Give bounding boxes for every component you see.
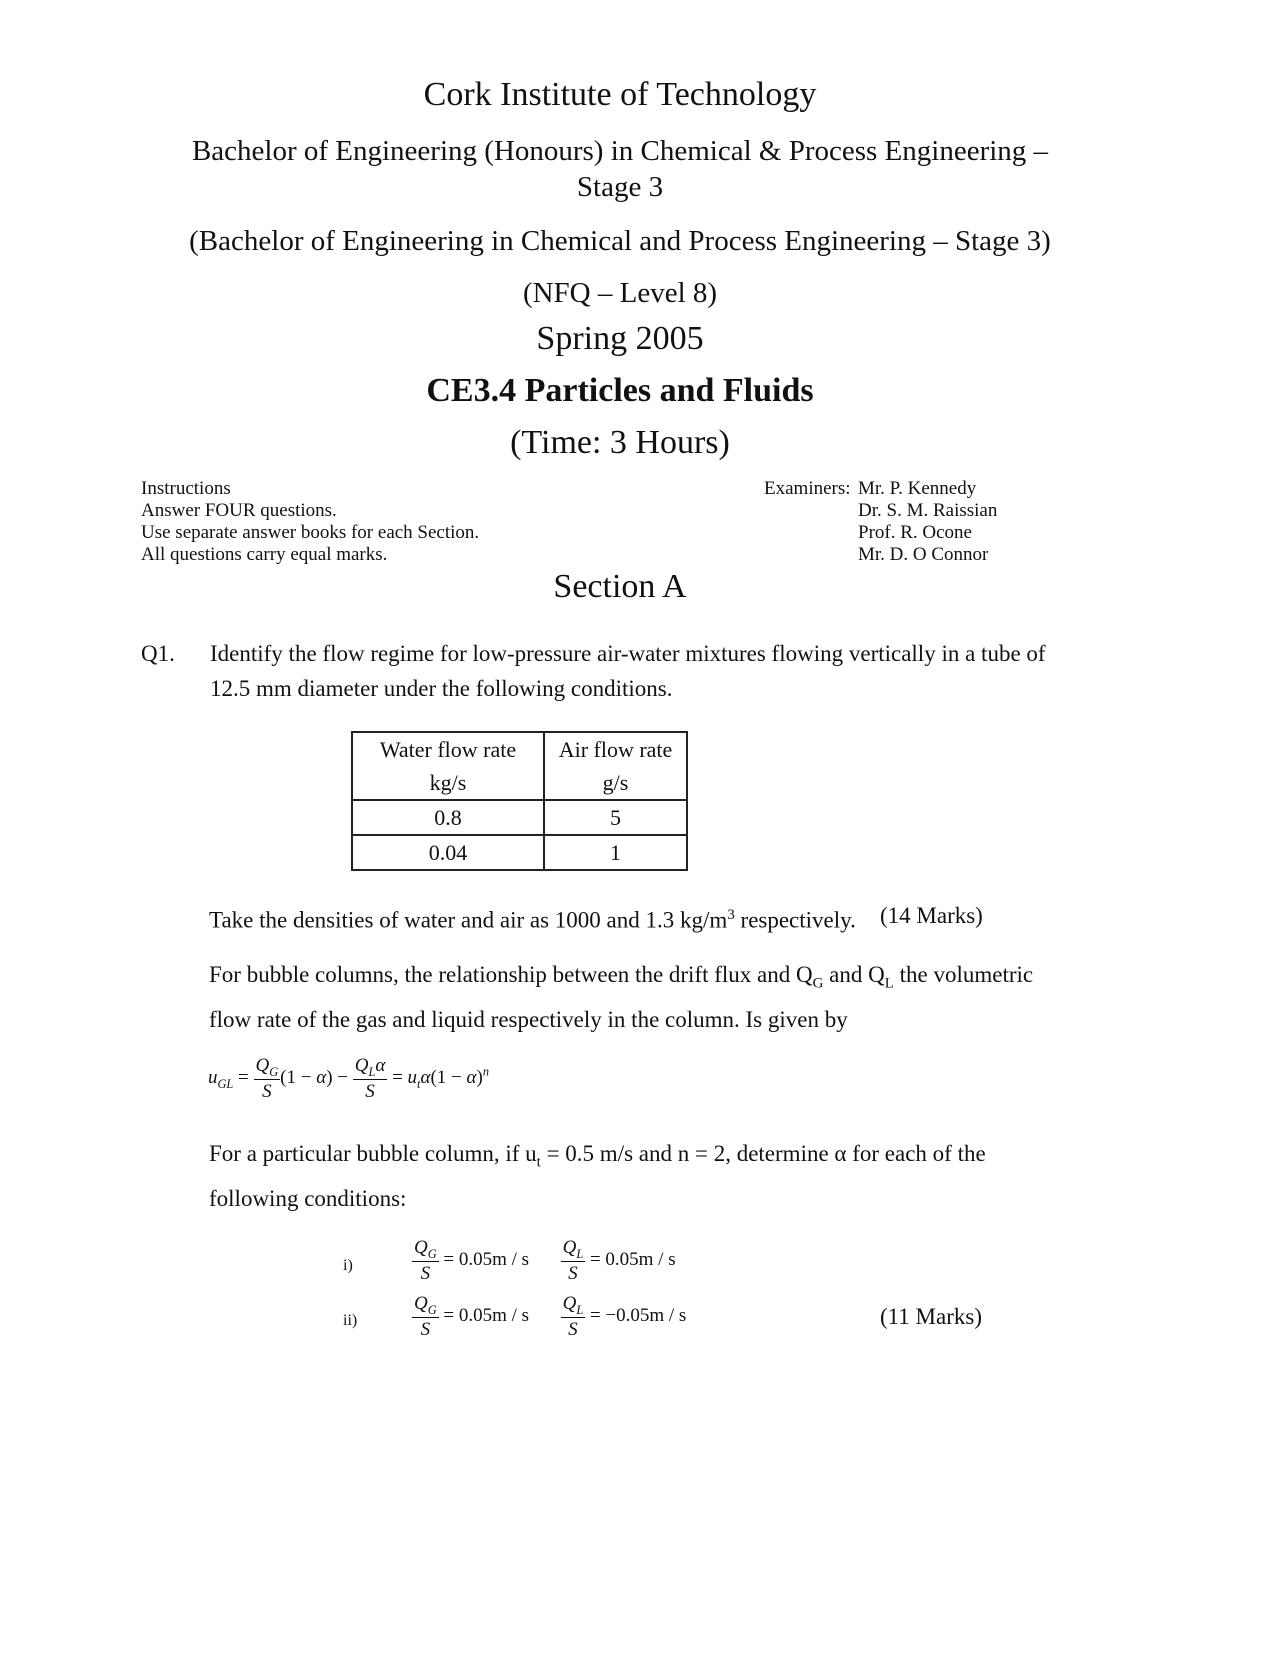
paragraph-line: flow rate of the gas and liquid respectively in the column. Is given by [209, 1006, 848, 1032]
condition-paragraph [209, 1136, 1089, 1216]
examiner-name: Prof. R. Ocone [858, 522, 972, 543]
paragraph-line: following conditions: [209, 1185, 407, 1211]
flow-rate-table [351, 731, 688, 871]
programme-line-2: Stage 3 [576, 171, 664, 203]
instruction-line: Use separate answer books for each Section. [141, 522, 480, 543]
section-heading: Section A [553, 568, 687, 605]
paragraph-line: For bubble columns, the relationship between the drift flux and $Q_G$ and $Q_L$ the volumetric [209, 962, 1034, 992]
table-cell: 5 [544, 800, 687, 835]
table-cell: 1 [544, 835, 687, 870]
question-intro-line: 12.5 mm diameter under the following conditions. [210, 676, 673, 701]
examiner-name: Dr. S. M. Raissian [858, 500, 998, 521]
programme-line-1: Bachelor of Engineering (Honours) in Chemical & Process Engineering – [191, 135, 1049, 167]
table-row [352, 800, 687, 835]
marks-part-a: (14 Marks) [880, 903, 983, 928]
examiners-label: Examiners: [764, 478, 851, 499]
densities-statement: Take the densities of water and air as 1000 and 1.3 $kg/m^3$ respectively. [209, 907, 856, 933]
paragraph-line: For a particular bubble column, if $u_t = 0.5$ m/s and n = 2, determine α for each of the [209, 1141, 986, 1171]
case-equation: $\frac{Q_G}{S}$ = 0.05m / s $\frac{Q_L}{S}$ = −0.05m / s [414, 1293, 687, 1341]
instructions-block [141, 478, 479, 566]
table-header-unit: kg/s [429, 770, 467, 795]
case-equation: $\frac{Q_G}{S}$ = 0.05m / s $\frac{Q_L}{S}$ = 0.05m / s [414, 1237, 676, 1285]
institution-title: Cork Institute of Technology [423, 76, 817, 113]
marks-part-b: (11 Marks) [880, 1304, 982, 1329]
question-intro [210, 636, 1090, 706]
examiner-name: Mr. D. O Connor [858, 544, 989, 565]
examiner-name: Mr. P. Kennedy [858, 478, 977, 499]
table-header-cell [544, 732, 687, 800]
exam-duration: (Time: 3 Hours) [510, 424, 730, 461]
case-label: i) [343, 1257, 353, 1274]
table-cell: 0.8 [352, 800, 544, 835]
table-cell: 0.04 [352, 835, 544, 870]
question-number: Q1. [141, 641, 175, 666]
table-header-unit: g/s [602, 770, 629, 795]
module-title: CE3.4 Particles and Fluids [426, 372, 814, 409]
instruction-line: All questions carry equal marks. [141, 544, 388, 565]
table-header-text: Air flow rate [558, 737, 673, 762]
programme-alternate: (Bachelor of Engineering in Chemical and Process Engineering – Stage 3) [189, 225, 1051, 257]
table-header-text: Water flow rate [379, 737, 517, 762]
table-header-cell [352, 732, 544, 800]
examiners-list [858, 478, 997, 566]
bubble-column-paragraph [209, 957, 1089, 1037]
table-header-row [352, 732, 687, 800]
nfq-level: (NFQ – Level 8) [522, 277, 718, 309]
instruction-line: Answer FOUR questions. [141, 500, 337, 521]
case-label: ii) [343, 1312, 358, 1329]
exam-session: Spring 2005 [536, 320, 704, 357]
drift-flux-equation: $u_{GL}$ = $\frac{Q_G}{S}$ (1 − α) − $\frac{Q_L\alpha}{S}$ = $u_t\alpha(1 - \alpha)^n$ [208, 1055, 489, 1103]
table-row [352, 835, 687, 870]
question-intro-line: Identify the flow regime for low-pressure air-water mixtures flowing vertically in a tube of [210, 641, 1046, 666]
instructions-title: Instructions [141, 478, 231, 499]
